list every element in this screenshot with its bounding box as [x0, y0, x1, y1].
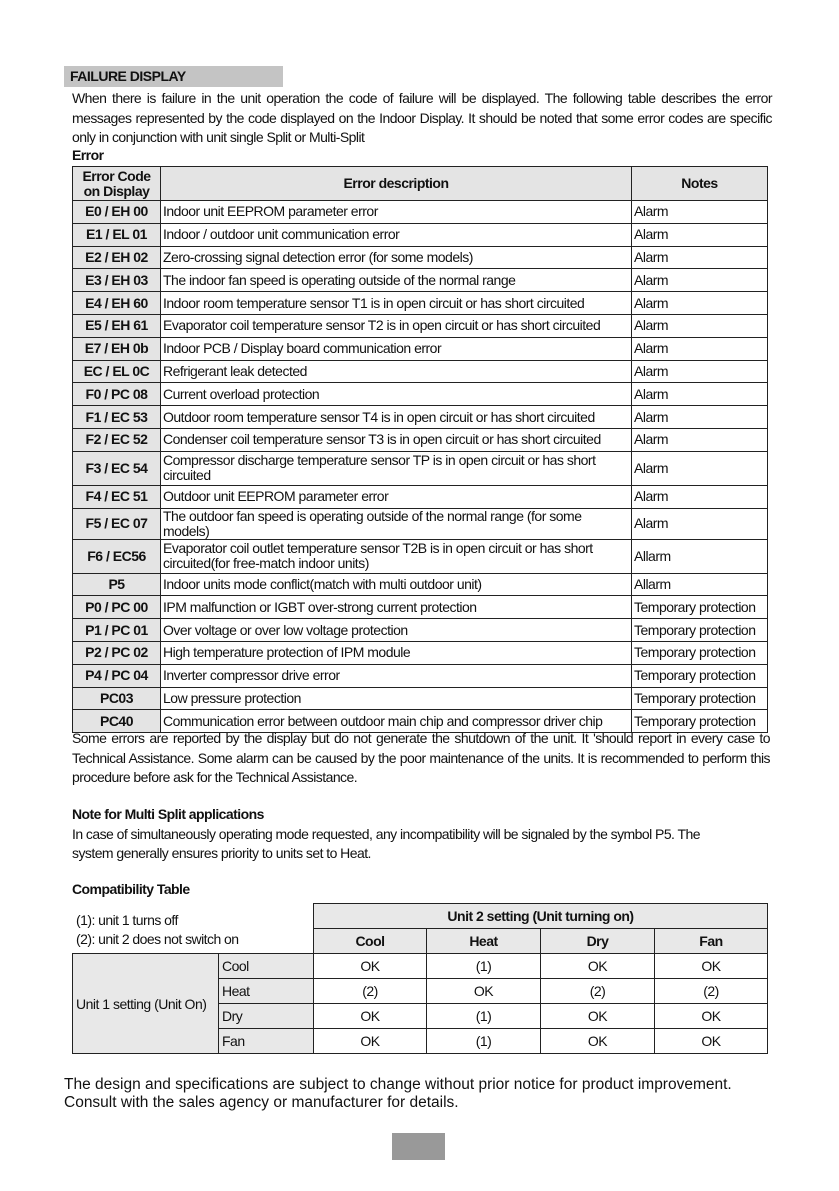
compat-cell: (2) [541, 979, 655, 1004]
error-code: P2 / PC 02 [73, 641, 161, 664]
intro-paragraph: When there is failure in the unit operation the code of failure will be displayed. The following table describes the error messages represented by the code displayed on the Indoor Display. It should be noted that some error codes are specific only in conjunction with unit single Split or Multi-Split [72, 90, 772, 145]
error-note: Temporary protection [632, 687, 768, 710]
error-note: Allarm [632, 539, 768, 573]
error-description: The indoor fan speed is operating outside of the normal range [161, 269, 632, 292]
error-note: Temporary protection [632, 664, 768, 687]
table-row [73, 508, 768, 539]
compatibility-title: Compatibility Table [72, 881, 190, 897]
error-note: Alarm [632, 337, 768, 360]
error-code: E2 / EH 02 [73, 246, 161, 269]
compat-row-label: Fan [219, 1029, 314, 1054]
error-description: Evaporator coil temperature sensor T2 is in open circuit or has short circuited [161, 314, 632, 337]
compat-cell: OK [541, 1029, 655, 1054]
compat-row-label: Heat [219, 979, 314, 1004]
error-description: Indoor PCB / Display board communication error [161, 337, 632, 360]
table-row [73, 223, 768, 246]
compat-cell: OK [314, 954, 427, 979]
error-code: EC / EL 0C [73, 360, 161, 383]
error-note: Alarm [632, 508, 768, 539]
header-notes: Notes [632, 167, 768, 201]
error-code: E3 / EH 03 [73, 269, 161, 292]
table-row [73, 292, 768, 315]
compat-cell: OK [541, 954, 655, 979]
compat-cell: OK [314, 1004, 427, 1029]
section-header [64, 66, 283, 87]
error-label: Error [72, 147, 104, 163]
error-note: Temporary protection [632, 641, 768, 664]
error-code: P1 / PC 01 [73, 619, 161, 642]
legend-item: (1): unit 1 turns off [76, 912, 178, 928]
compat-cell: OK [541, 1004, 655, 1029]
error-code: F3 / EC 54 [73, 451, 161, 485]
error-description: Inverter compressor drive error [161, 664, 632, 687]
error-note: Temporary protection [632, 596, 768, 619]
error-code: PC03 [73, 687, 161, 710]
compat-row-label: Dry [219, 1004, 314, 1029]
after-table-paragraph: Some errors are reported by the display but do not generate the shutdown of the unit. It 'should report in every case to Technical Assistance. Some alarm can be caused by the poor maintenance of the units. It is recommended to perform this procedure before ask for the Technical Assistance. [72, 730, 770, 785]
header-code: Error Code on Display [73, 167, 161, 201]
error-description: Indoor unit EEPROM parameter error [161, 201, 632, 224]
error-description: Outdoor room temperature sensor T4 is in open circuit or has short circuited [161, 406, 632, 429]
error-code: P4 / PC 04 [73, 664, 161, 687]
table-row [73, 664, 768, 687]
error-code: P5 [73, 573, 161, 596]
compat-cell: (1) [427, 1004, 541, 1029]
table-row [73, 360, 768, 383]
multi-split-line: system generally ensures priority to units set to Heat. [72, 845, 371, 861]
table-row [73, 573, 768, 596]
compat-col-header: Dry [541, 929, 655, 954]
table-row [73, 383, 768, 406]
unit1-header: Unit 1 setting (Unit On) [73, 954, 219, 1054]
error-code: F4 / EC 51 [73, 485, 161, 508]
error-code: F2 / EC 52 [73, 428, 161, 451]
error-code: F6 / EC56 [73, 539, 161, 573]
table-row [73, 687, 768, 710]
section-title: FAILURE DISPLAY [70, 68, 186, 84]
table-row [73, 619, 768, 642]
error-description: Evaporator coil outlet temperature sensor T2B is in open circuit or has short circuited(for free-match indoor units) [161, 539, 632, 573]
table-header-row [73, 167, 768, 201]
error-description: High temperature protection of IPM module [161, 641, 632, 664]
error-note: Alarm [632, 406, 768, 429]
error-code: F1 / EC 53 [73, 406, 161, 429]
compat-cell: OK [655, 954, 768, 979]
table-row [73, 596, 768, 619]
error-description: IPM malfunction or IGBT over-strong current protection [161, 596, 632, 619]
error-description: Zero-crossing signal detection error (for some models) [161, 246, 632, 269]
error-code: E7 / EH 0b [73, 337, 161, 360]
error-description: Indoor units mode conflict(match with multi outdoor unit) [161, 573, 632, 596]
compat-cell: OK [314, 1029, 427, 1054]
multi-split-line: In case of simultaneously operating mode requested, any incompatibility will be signaled by the symbol P5. The [72, 825, 700, 842]
error-note: Alarm [632, 223, 768, 246]
table-row [73, 428, 768, 451]
error-description: Refrigerant leak detected [161, 360, 632, 383]
error-description: Current overload protection [161, 383, 632, 406]
table-row [73, 314, 768, 337]
footer-line: Consult with the sales agency or manufacturer for details. [64, 1094, 459, 1111]
error-note: Alarm [632, 485, 768, 508]
compat-row-label: Cool [219, 954, 314, 979]
error-code: PC40 [73, 710, 161, 733]
header-description: Error description [161, 167, 632, 201]
table-row [73, 337, 768, 360]
compat-cell: OK [655, 1029, 768, 1054]
error-description: Compressor discharge temperature sensor TP is in open circuit or has short circuited [161, 451, 632, 485]
error-description: Over voltage or over low voltage protection [161, 619, 632, 642]
error-code: E1 / EL 01 [73, 223, 161, 246]
error-description: The outdoor fan speed is operating outside of the normal range (for some models) [161, 508, 632, 539]
error-note: Alarm [632, 360, 768, 383]
table-row [73, 451, 768, 485]
compat-cell: (1) [427, 1029, 541, 1054]
error-description: Outdoor unit EEPROM parameter error [161, 485, 632, 508]
compat-col-header: Heat [427, 929, 541, 954]
footer-disclaimer [64, 1076, 732, 1112]
table-row [73, 539, 768, 573]
table-row [73, 641, 768, 664]
error-note: Alarm [632, 201, 768, 224]
error-code: E5 / EH 61 [73, 314, 161, 337]
compat-row [73, 954, 768, 979]
error-note: Alarm [632, 314, 768, 337]
compatibility-legend [76, 911, 239, 949]
error-note: Alarm [632, 428, 768, 451]
legend-item: (2): unit 2 does not switch on [76, 931, 239, 947]
error-code: F5 / EC 07 [73, 508, 161, 539]
table-row [73, 406, 768, 429]
error-note: Temporary protection [632, 710, 768, 733]
table-row [73, 269, 768, 292]
compat-cell: OK [655, 1004, 768, 1029]
compat-cell: (1) [427, 954, 541, 979]
error-note: Alarm [632, 292, 768, 315]
error-note: Alarm [632, 451, 768, 485]
error-code: F0 / PC 08 [73, 383, 161, 406]
compat-col-header: Cool [314, 929, 427, 954]
error-code: E4 / EH 60 [73, 292, 161, 315]
error-description: Indoor / outdoor unit communication error [161, 223, 632, 246]
multi-split-title: Note for Multi Split applications [72, 806, 264, 822]
multi-split-note [72, 805, 700, 864]
error-note: Alarm [632, 269, 768, 292]
compat-cell: (2) [314, 979, 427, 1004]
compat-col-header: Fan [655, 929, 768, 954]
error-description: Indoor room temperature sensor T1 is in open circuit or has short circuited [161, 292, 632, 315]
table-row [73, 485, 768, 508]
table-row [73, 201, 768, 224]
error-code: E0 / EH 00 [73, 201, 161, 224]
compat-cell: (2) [655, 979, 768, 1004]
error-note: Alarm [632, 383, 768, 406]
error-code: P0 / PC 00 [73, 596, 161, 619]
page-number-box [392, 1133, 445, 1160]
error-note: Allarm [632, 573, 768, 596]
error-table [72, 166, 768, 733]
table-row [73, 246, 768, 269]
compat-cell: OK [427, 979, 541, 1004]
unit2-header: Unit 2 setting (Unit turning on) [314, 904, 768, 929]
footer-line: The design and specifications are subject to change without prior notice for product improvement. [64, 1076, 732, 1093]
error-description: Low pressure protection [161, 687, 632, 710]
error-note: Temporary protection [632, 619, 768, 642]
error-description: Communication error between outdoor main chip and compressor driver chip [161, 710, 632, 733]
error-description: Condenser coil temperature sensor T3 is in open circuit or has short circuited [161, 428, 632, 451]
error-note: Alarm [632, 246, 768, 269]
